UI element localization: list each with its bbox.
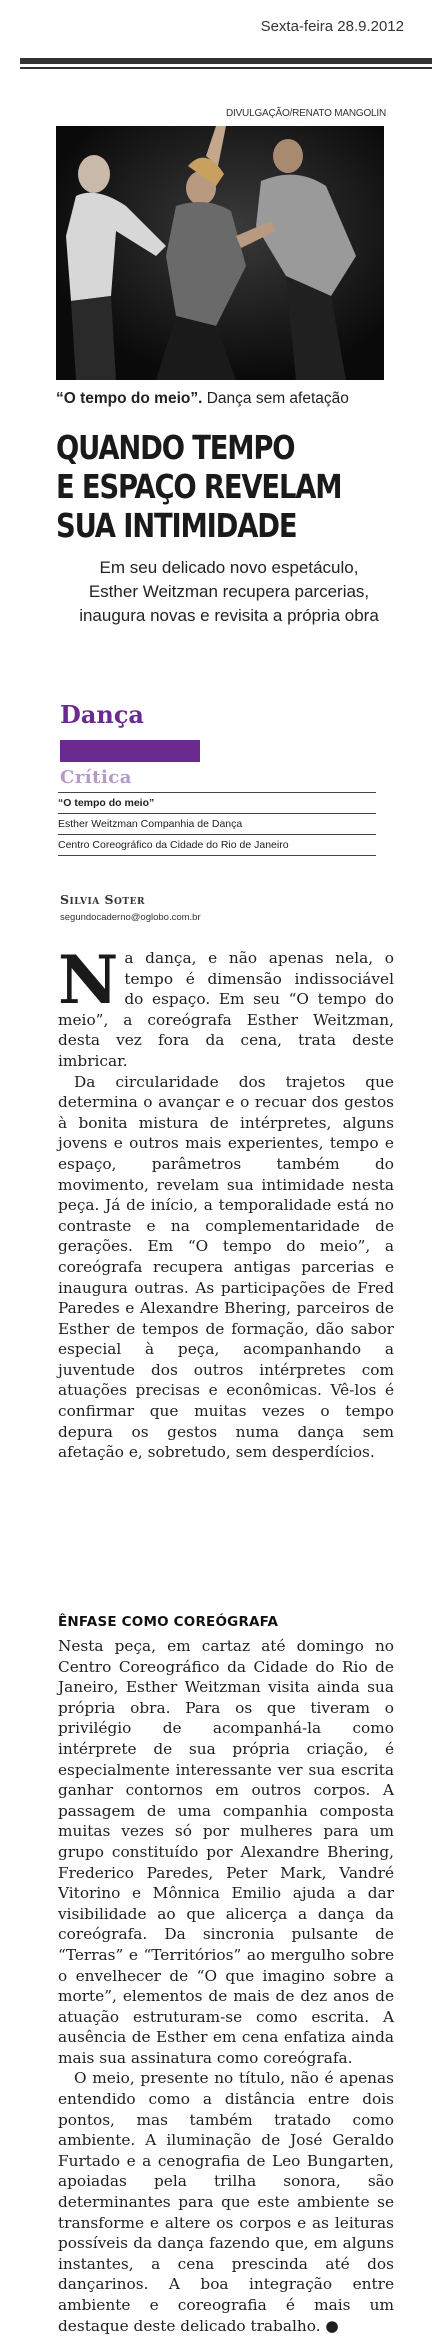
byline-author: Silvia Soter [60,892,145,907]
section-bar [60,740,200,762]
info-venue: Centro Coreográfico da Cidade do Rio de Janeiro [58,834,376,856]
header-rule-thick [20,58,432,64]
headline-line: SUA INTIMIDADE [56,506,297,545]
paragraph-3: Nesta peça, em cartaz até domingo no Centro Coreográfico da Cidade do Rio de Janeiro, Esther Weitzman visita ainda sua própria obra. Para os que tiveram o privilégio de acompanhá-la como intérprete de sua própria criação, é especialmente interessante ver sua escrita ganhar contornos em outros corpos. A passagem de uma companhia composta muitas vezes só por mulheres para um grupo constituído por Alexandre Bhering, Frederico Paredes, Peter Mark, Vandré Vitorino e Mônnica Emilio ajuda a dar visibilidade ao que alicerça a dança da coreógrafa. Da sincronia pulsante de “Terras” e “Territórios” ao mergulho sobre o envelhecer de “O que imagino sobre a morte”, elementos de mais de dez anos de atuação estruturam-se como escrita. A ausência de Esther em cena enfatiza ainda mais sua assinatura como coreógrafa. [58,1637,394,2067]
section-subhead: ÊNFASE COMO COREÓGRAFA [58,1614,279,1630]
photo-caption [56,390,396,408]
byline-email: segundocaderno@oglobo.com.br [60,912,201,923]
deck-line: Em seu delicado novo espetáculo, [99,558,359,577]
section-subtitle: Crítica [60,767,132,788]
deck-line: Esther Weitzman recupera parcerias, [88,582,370,601]
deck [54,556,404,628]
photo-credit: DIVULGAÇÃO/RENATO MANGOLIN [225,108,386,119]
headline-line: E ESPAÇO REVELAM [56,467,342,506]
drop-cap: N [58,941,119,1019]
date-line: Sexta-feira 28.9.2012 [260,18,404,35]
paragraph-1 [58,941,394,1072]
header-rule-thin [20,67,432,69]
article-body-part2 [58,1636,394,2336]
info-company: Esther Weitzman Companhia de Dança [58,813,376,834]
dance-photo [56,126,384,380]
paragraph-4: O meio, presente no título, não é apenas entendido como a distância entre dois pontos, mas também tratado como ambiente. A iluminação de José Geraldo Furtado e a cenografia de Leo Bungarten, apoiadas pela trilha sonora, são determinantes para que este ambiente se transforme e altere os corpos e as leituras possíveis da dança fazendo que, em alguns instantes, a cena prescinda até dos dançarinos. A boa integração entre ambiente e coreografia é mais um destaque deste delicado trabalho. ● [58,2069,394,2335]
info-box [58,792,376,856]
paragraph-1-text: a dança, e não apenas nela, o tempo é dimensão indissociável do espaço. Em seu “O tempo do meio”, a coreógrafa Esther Weitzman, desta vez fora da cena, trata deste imbricar. [58,949,394,1070]
headline-line: QUANDO TEMPO [56,428,295,467]
section-title: Dança [60,700,144,729]
article-body-part1 [58,941,394,1463]
deck-line: inaugura novas e revisita a própria obra [79,606,379,625]
info-show: “O tempo do meio” [58,792,376,813]
paragraph-2: Da circularidade dos trajetos que determina o avançar e o recuar dos gestos à bonita mistura de intérpretes, alguns jovens e outros mais experientes, tempo e espaço, parâmetros também do movimento, revelam sua intimidade nesta peça. Já de início, a temporalidade está no contraste e na complementaridade de gerações. Em “O tempo do meio”, a coreógrafa recupera antigas parcerias e inaugura outras. As participações de Fred Paredes e Alexandre Bhering, parceiros de Esther de tempos de formação, dão sabor especial à peça, acompanhando a juventude dos outros intérpretes com atuações precisas e econômicas. Vê-los é confirmar que muitas vezes o tempo depura os gestos numa dança sem afetação e, sobretudo, sem desperdícios. [58,1072,394,1462]
caption-title: “O tempo do meio”. [56,390,203,407]
caption-text: Dança sem afetação [202,390,349,407]
headline [56,428,405,545]
